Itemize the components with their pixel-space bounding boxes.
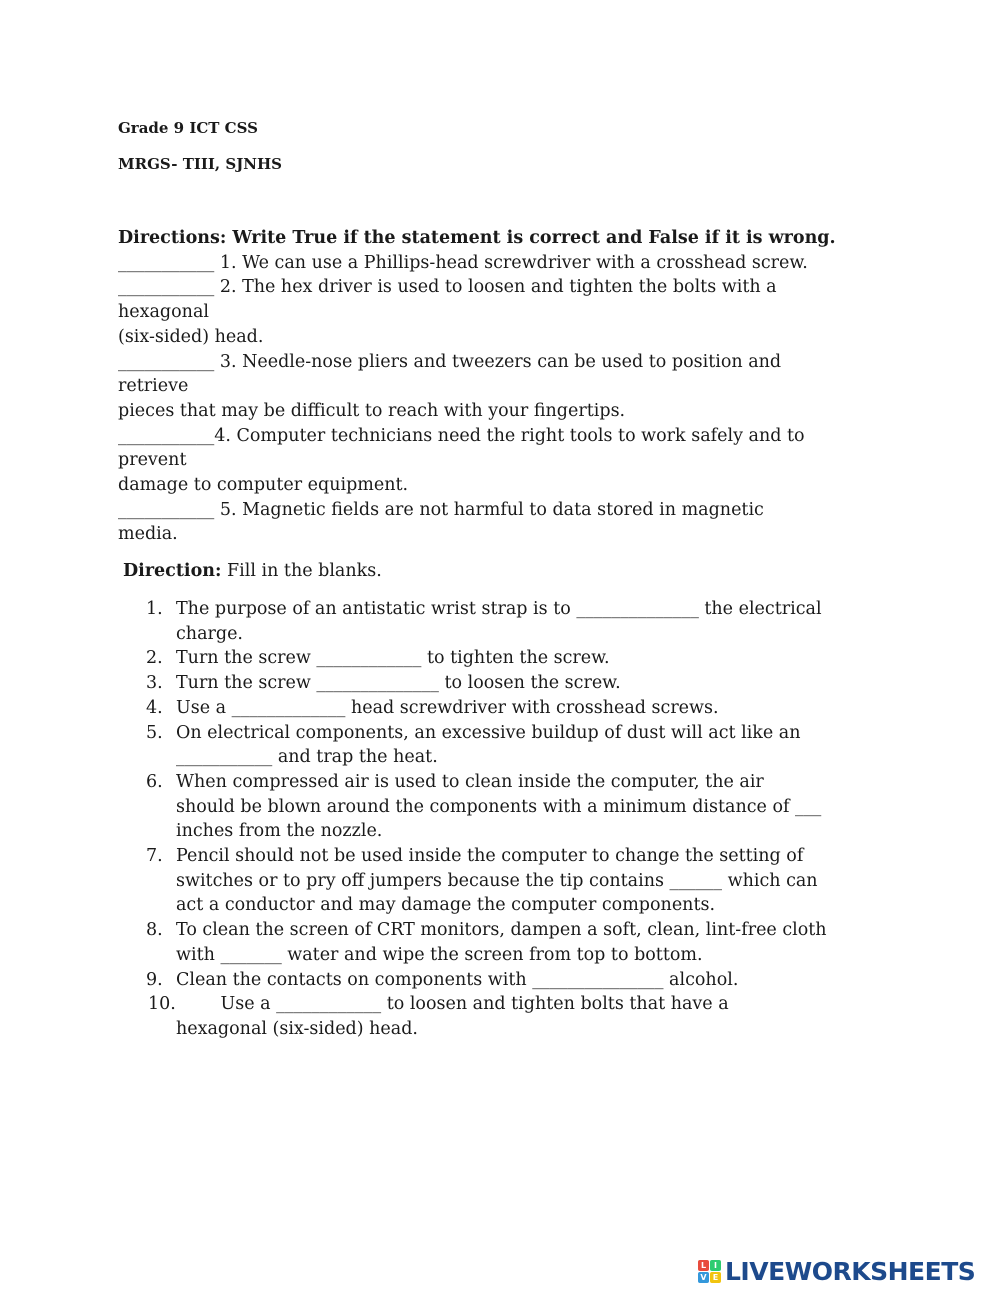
fill-in-directions bbox=[123, 561, 382, 581]
fill-in-list bbox=[0, 597, 1000, 1042]
list-item bbox=[0, 918, 1000, 967]
tf-line: ___________ 1. We can use a Phillips-head screwdriver with a crosshead screw. bbox=[118, 252, 808, 273]
item-line: act a conductor and may damage the computer components. bbox=[176, 895, 716, 916]
item-number: 10. bbox=[148, 994, 176, 1015]
list-item bbox=[0, 721, 1000, 770]
item-line: hexagonal (six-sided) head. bbox=[176, 1018, 418, 1039]
list-item bbox=[0, 968, 1000, 993]
tf-line: pieces that may be difficult to reach with your fingertips. bbox=[118, 400, 626, 421]
tf-line: ___________4. Computer technicians need the right tools to work safely and to bbox=[118, 425, 805, 446]
logo-mark-tile: L bbox=[698, 1260, 709, 1271]
item-line: Pencil should not be used inside the computer to change the setting of bbox=[176, 846, 804, 867]
liveworksheets-logo bbox=[698, 1256, 975, 1286]
item-number: 8. bbox=[146, 920, 163, 941]
true-false-directions: Directions: Write True if the statement is correct and False if it is wrong. bbox=[118, 228, 836, 248]
item-line: with _______ water and wipe the screen from top to bottom. bbox=[176, 944, 703, 965]
item-line: Clean the contacts on components with _______________ alcohol. bbox=[176, 969, 739, 990]
item-line: Use a ____________ to loosen and tighten bolts that have a bbox=[176, 994, 729, 1015]
item-number: 7. bbox=[146, 846, 163, 867]
list-item bbox=[0, 992, 1000, 1041]
item-line: The purpose of an antistatic wrist strap is to ______________ the electrical bbox=[176, 599, 822, 619]
logo-text: LIVEWORKSHEETS bbox=[725, 1256, 976, 1286]
item-line: On electrical components, an excessive buildup of dust will act like an bbox=[176, 722, 801, 743]
item-number: 3. bbox=[146, 673, 163, 694]
item-line: should be blown around the components with a minimum distance of ___ bbox=[176, 796, 822, 817]
tf-line: media. bbox=[118, 524, 178, 545]
list-item bbox=[0, 597, 1000, 646]
tf-line: damage to computer equipment. bbox=[118, 475, 409, 496]
tf-line: prevent bbox=[118, 450, 187, 471]
grade-header: Grade 9 ICT CSS bbox=[118, 119, 258, 137]
tf-line: hexagonal bbox=[118, 302, 209, 323]
true-false-section bbox=[118, 226, 888, 547]
list-item bbox=[0, 696, 1000, 721]
item-number: 2. bbox=[146, 648, 163, 669]
tf-line: ___________ 2. The hex driver is used to loosen and tighten the bolts with a bbox=[118, 277, 777, 298]
item-line: Turn the screw ______________ to loosen the screw. bbox=[176, 673, 621, 694]
item-line: inches from the nozzle. bbox=[176, 821, 383, 842]
item-line: Turn the screw ____________ to tighten the screw. bbox=[176, 648, 610, 669]
item-line: To clean the screen of CRT monitors, dampen a soft, clean, lint-free cloth bbox=[176, 920, 827, 941]
item-number: 5. bbox=[146, 722, 163, 743]
list-item bbox=[0, 844, 1000, 918]
list-item bbox=[0, 646, 1000, 671]
item-line: ___________ and trap the heat. bbox=[176, 747, 438, 768]
item-line: Use a _____________ head screwdriver with crosshead screws. bbox=[176, 697, 719, 718]
school-header: MRGS- TIII, SJNHS bbox=[118, 155, 283, 173]
tf-line: ___________ 3. Needle-nose pliers and tweezers can be used to position and bbox=[118, 351, 782, 372]
logo-mark-tile: I bbox=[710, 1260, 721, 1271]
fill-in-direction-text: Fill in the blanks. bbox=[221, 561, 382, 581]
tf-line: ___________ 5. Magnetic fields are not harmful to data stored in magnetic bbox=[118, 499, 764, 520]
fill-in-direction-label: Direction: bbox=[123, 561, 222, 581]
tf-line: retrieve bbox=[118, 376, 189, 397]
logo-mark-tile: V bbox=[698, 1272, 709, 1283]
logo-mark-tile: E bbox=[710, 1272, 721, 1283]
tf-line: (six-sided) head. bbox=[118, 326, 264, 347]
list-item bbox=[0, 671, 1000, 696]
item-number: 4. bbox=[146, 697, 163, 718]
list-item bbox=[0, 770, 1000, 844]
logo-mark-icon bbox=[698, 1260, 721, 1283]
item-line: charge. bbox=[176, 623, 243, 644]
item-number: 9. bbox=[146, 969, 163, 990]
item-line: switches or to pry off jumpers because the tip contains ______ which can bbox=[176, 870, 818, 891]
item-number: 6. bbox=[146, 771, 163, 792]
item-number: 1. bbox=[146, 599, 163, 619]
item-line: When compressed air is used to clean inside the computer, the air bbox=[176, 771, 764, 792]
